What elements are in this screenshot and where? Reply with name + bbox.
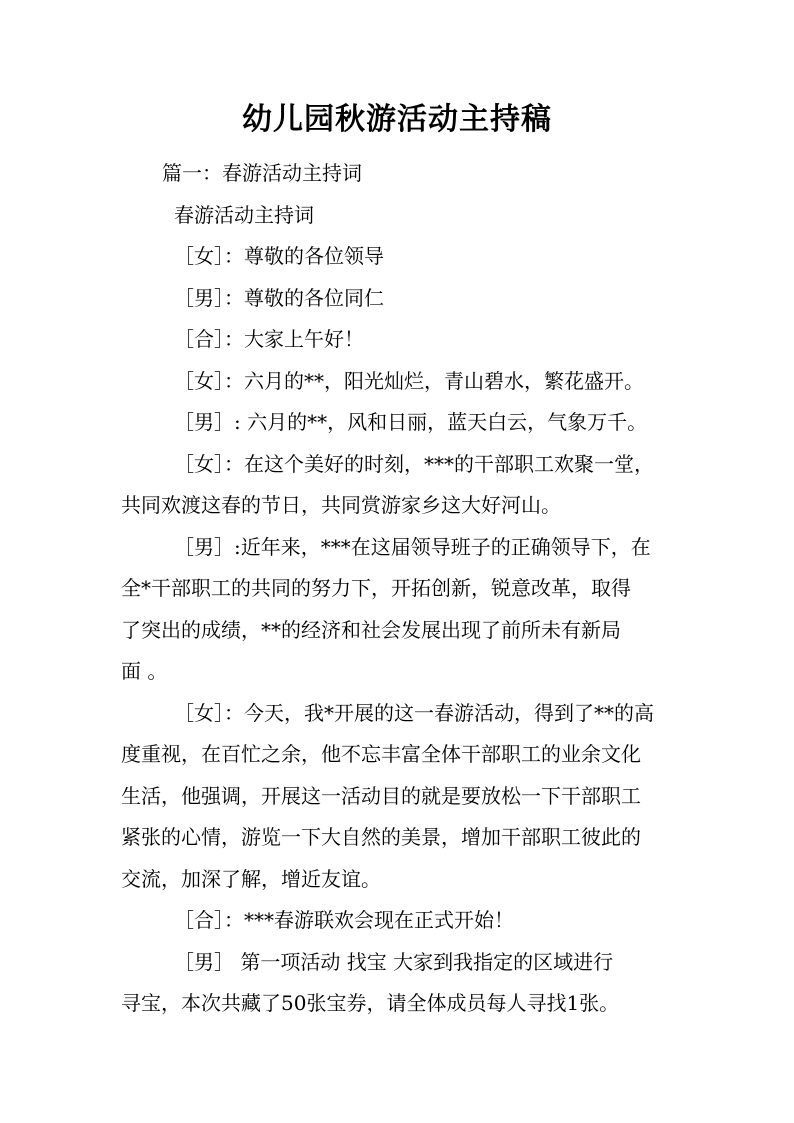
document-title: 幼儿园秋游活动主持稿 xyxy=(242,102,552,137)
paragraph-line: 生活，他强调，开展这一活动目的就是要放松一下干部职工 xyxy=(121,784,641,808)
paragraph-line: 了突出的成绩，**的经济和社会发展出现了前所未有新局 xyxy=(121,618,621,642)
paragraph-line: ［男］:近年来，***在这届领导班子的正确领导下，在 xyxy=(174,535,651,559)
paragraph-line: 交流，加深了解，增近友谊。 xyxy=(121,867,381,891)
paragraph-line: 面 。 xyxy=(121,659,168,683)
paragraph-line: 全*干部职工的共同的努力下，开拓创新，锐意改革，取得 xyxy=(121,576,631,600)
paragraph-line: ［男］: 六月的**，风和日丽，蓝天白云，气象万千。 xyxy=(174,410,648,434)
paragraph-line: ［女］：六月的**，阳光灿烂，青山碧水，繁花盛开。 xyxy=(174,369,644,393)
paragraph-line: ［女］：在这个美好的时刻，***的干部职工欢聚一堂， xyxy=(174,452,654,476)
paragraph-line: ［男］：尊敬的各位同仁 xyxy=(174,286,384,310)
paragraph-line: 共同欢渡这春的节日，共同赏游家乡这大好河山。 xyxy=(121,493,561,517)
paragraph-line: ［合］：***春游联欢会现在正式开始！ xyxy=(174,908,514,932)
paragraph-line: 度重视，在百忙之余，他不忘丰富全体干部职工的业余文化 xyxy=(121,742,641,766)
section-heading: 篇一：春游活动主持词 xyxy=(162,161,362,185)
paragraph-line: 寻宝，本次共藏了50张宝券，请全体成员每人寻找1张。 xyxy=(121,991,620,1015)
paragraph-line: 紧张的心情，游览一下大自然的美景，增加干部职工彼此的 xyxy=(121,825,641,849)
paragraph-line: ［女］：今天，我*开展的这一春游活动，得到了**的高 xyxy=(174,701,654,725)
paragraph-line: ［女］：尊敬的各位领导 xyxy=(174,244,384,268)
paragraph-line: ［男］ 第一项活动 找宝 大家到我指定的区域进行 xyxy=(174,950,614,974)
paragraph-line: ［合］：大家上午好！ xyxy=(174,327,364,351)
subheading: 春游活动主持词 xyxy=(174,203,314,227)
